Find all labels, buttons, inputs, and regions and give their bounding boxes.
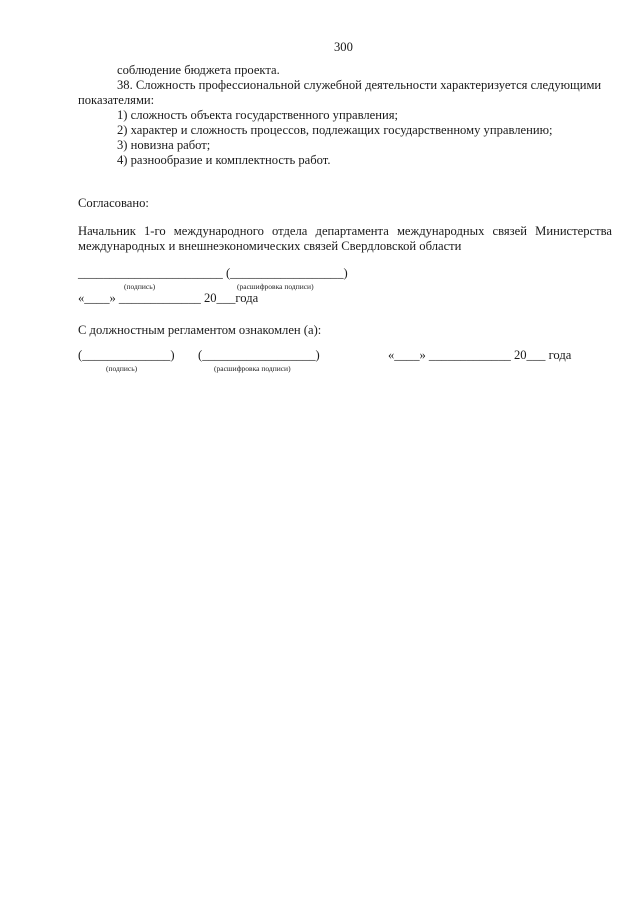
list-item-3: 3) новизна работ; — [117, 138, 211, 152]
body-line-2: 38. Сложность профессиональной служебной деятельности характеризуется следующими — [117, 78, 602, 92]
decoding-caption-1: (расшифровка подписи) — [237, 282, 314, 291]
page-number: 300 — [334, 40, 353, 54]
date-line-2: «____» _____________ 20___ года — [388, 348, 572, 362]
date-line-1: «____» _____________ 20___года — [78, 291, 259, 305]
list-item-4: 4) разнообразие и комплектность работ. — [117, 153, 331, 167]
body-line-1: соблюдение бюджета проекта. — [117, 63, 280, 77]
agreed-label: Согласовано: — [78, 196, 149, 210]
acquainted-label: С должностным регламентом ознакомлен (а): — [78, 323, 322, 337]
list-item-2: 2) характер и сложность процессов, подлежащих государственному управлению; — [117, 123, 553, 137]
decoding-field-2: (__________________) — [198, 348, 320, 362]
head-title-line-1: Начальник 1-го международного отдела департамента международных связей Министерства — [78, 224, 612, 238]
signature-caption-2: (подпись) — [106, 364, 138, 373]
head-title-line-2: международных и внешнеэкономических связей Свердловской области — [78, 239, 462, 253]
list-item-1: 1) сложность объекта государственного управления; — [117, 108, 399, 122]
decoding-caption-2: (расшифровка подписи) — [214, 364, 291, 373]
signature-caption-1: (подпись) — [124, 282, 156, 291]
body-line-3: показателями: — [78, 93, 155, 107]
signature-field-2: (______________) — [78, 348, 175, 362]
signature-line-1: _______________________ (__________________) — [78, 266, 348, 280]
